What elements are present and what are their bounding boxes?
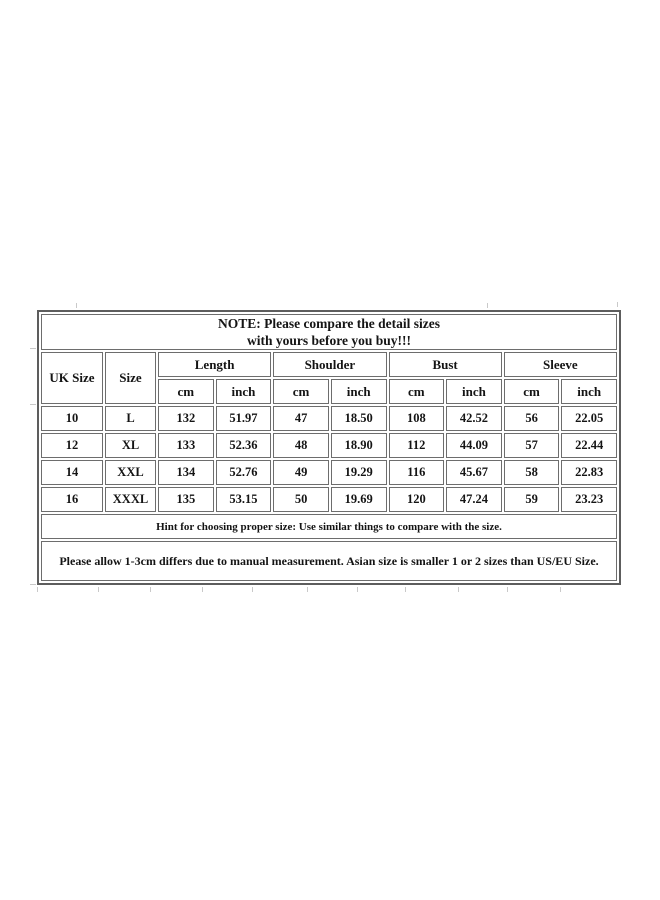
header-sleeve: Sleeve — [504, 352, 617, 377]
note-cell — [41, 314, 617, 350]
size-row-12-XL — [41, 433, 617, 458]
grid-artifact-tick — [357, 587, 358, 592]
size-row-16-XXXL — [41, 487, 617, 512]
grid-artifact-tick — [487, 303, 488, 308]
grid-artifact-tick — [307, 587, 308, 592]
grid-artifact-tick — [458, 587, 459, 592]
sleeve-cm-value: 57 — [504, 433, 560, 458]
grid-artifact-tick — [405, 587, 406, 592]
bust-cm-value: 116 — [389, 460, 445, 485]
sleeve-inch-value: 22.05 — [561, 406, 617, 431]
shoulder-inch-value: 19.29 — [331, 460, 387, 485]
grid-artifact-tick — [98, 587, 99, 592]
length-inch-value: 52.36 — [216, 433, 272, 458]
unit-bust-inch: inch — [446, 379, 502, 404]
shoulder-inch-value: 18.90 — [331, 433, 387, 458]
uk-size-value: 14 — [41, 460, 103, 485]
unit-shoulder-cm: cm — [273, 379, 329, 404]
length-inch-value: 52.76 — [216, 460, 272, 485]
unit-sleeve-cm: cm — [504, 379, 560, 404]
grid-artifact-tick — [507, 587, 508, 592]
grid-artifact-tick — [76, 303, 77, 308]
note-line-2: with yours before you buy!!! — [246, 333, 411, 348]
shoulder-inch-value: 18.50 — [331, 406, 387, 431]
bust-cm-value: 112 — [389, 433, 445, 458]
unit-shoulder-inch: inch — [331, 379, 387, 404]
unit-sleeve-inch: inch — [561, 379, 617, 404]
note-row — [41, 314, 617, 350]
bust-inch-value: 47.24 — [446, 487, 502, 512]
size-row-14-XXL — [41, 460, 617, 485]
header-length: Length — [158, 352, 271, 377]
grid-artifact-tick — [202, 587, 203, 592]
disclaimer-text: Please allow 1-3cm differs due to manual measurement. Asian size is smaller 1 or 2 sizes than US/EU Size. — [41, 541, 617, 581]
grid-artifact-tick — [30, 404, 36, 405]
grid-artifact-tick — [37, 587, 38, 592]
grid-artifact-tick — [150, 587, 151, 592]
sleeve-cm-value: 58 — [504, 460, 560, 485]
unit-bust-cm: cm — [389, 379, 445, 404]
unit-length-inch: inch — [216, 379, 272, 404]
shoulder-cm-value: 49 — [273, 460, 329, 485]
grid-artifact-tick — [30, 348, 36, 349]
header-bust: Bust — [389, 352, 502, 377]
length-cm-value: 135 — [158, 487, 214, 512]
size-value: XXXL — [105, 487, 156, 512]
length-inch-value: 51.97 — [216, 406, 272, 431]
length-cm-value: 133 — [158, 433, 214, 458]
size-value: L — [105, 406, 156, 431]
length-cm-value: 132 — [158, 406, 214, 431]
size-value: XXL — [105, 460, 156, 485]
grid-artifact-tick — [30, 584, 36, 585]
sleeve-inch-value: 23.23 — [561, 487, 617, 512]
header-shoulder: Shoulder — [273, 352, 386, 377]
shoulder-cm-value: 48 — [273, 433, 329, 458]
bust-inch-value: 42.52 — [446, 406, 502, 431]
grid-artifact-tick — [617, 302, 618, 307]
sleeve-cm-value: 59 — [504, 487, 560, 512]
size-chart-table — [37, 310, 621, 585]
shoulder-cm-value: 47 — [273, 406, 329, 431]
unit-length-cm: cm — [158, 379, 214, 404]
uk-size-value: 16 — [41, 487, 103, 512]
bust-inch-value: 45.67 — [446, 460, 502, 485]
length-inch-value: 53.15 — [216, 487, 272, 512]
hint-text: Hint for choosing proper size: Use similar things to compare with the size. — [41, 514, 617, 539]
shoulder-cm-value: 50 — [273, 487, 329, 512]
header-size: Size — [105, 352, 156, 404]
hint-row — [41, 514, 617, 539]
group-header-row — [41, 352, 617, 377]
sleeve-inch-value: 22.44 — [561, 433, 617, 458]
uk-size-value: 10 — [41, 406, 103, 431]
sleeve-cm-value: 56 — [504, 406, 560, 431]
sleeve-inch-value: 22.83 — [561, 460, 617, 485]
shoulder-inch-value: 19.69 — [331, 487, 387, 512]
grid-artifact-tick — [252, 587, 253, 592]
grid-artifact-tick — [560, 587, 561, 592]
bust-cm-value: 120 — [389, 487, 445, 512]
uk-size-value: 12 — [41, 433, 103, 458]
disclaimer-row — [41, 541, 617, 581]
header-uk-size: UK Size — [41, 352, 103, 404]
bust-cm-value: 108 — [389, 406, 445, 431]
bust-inch-value: 44.09 — [446, 433, 502, 458]
size-value: XL — [105, 433, 156, 458]
size-row-10-L — [41, 406, 617, 431]
note-line-1: NOTE: Please compare the detail sizes — [217, 316, 441, 331]
length-cm-value: 134 — [158, 460, 214, 485]
